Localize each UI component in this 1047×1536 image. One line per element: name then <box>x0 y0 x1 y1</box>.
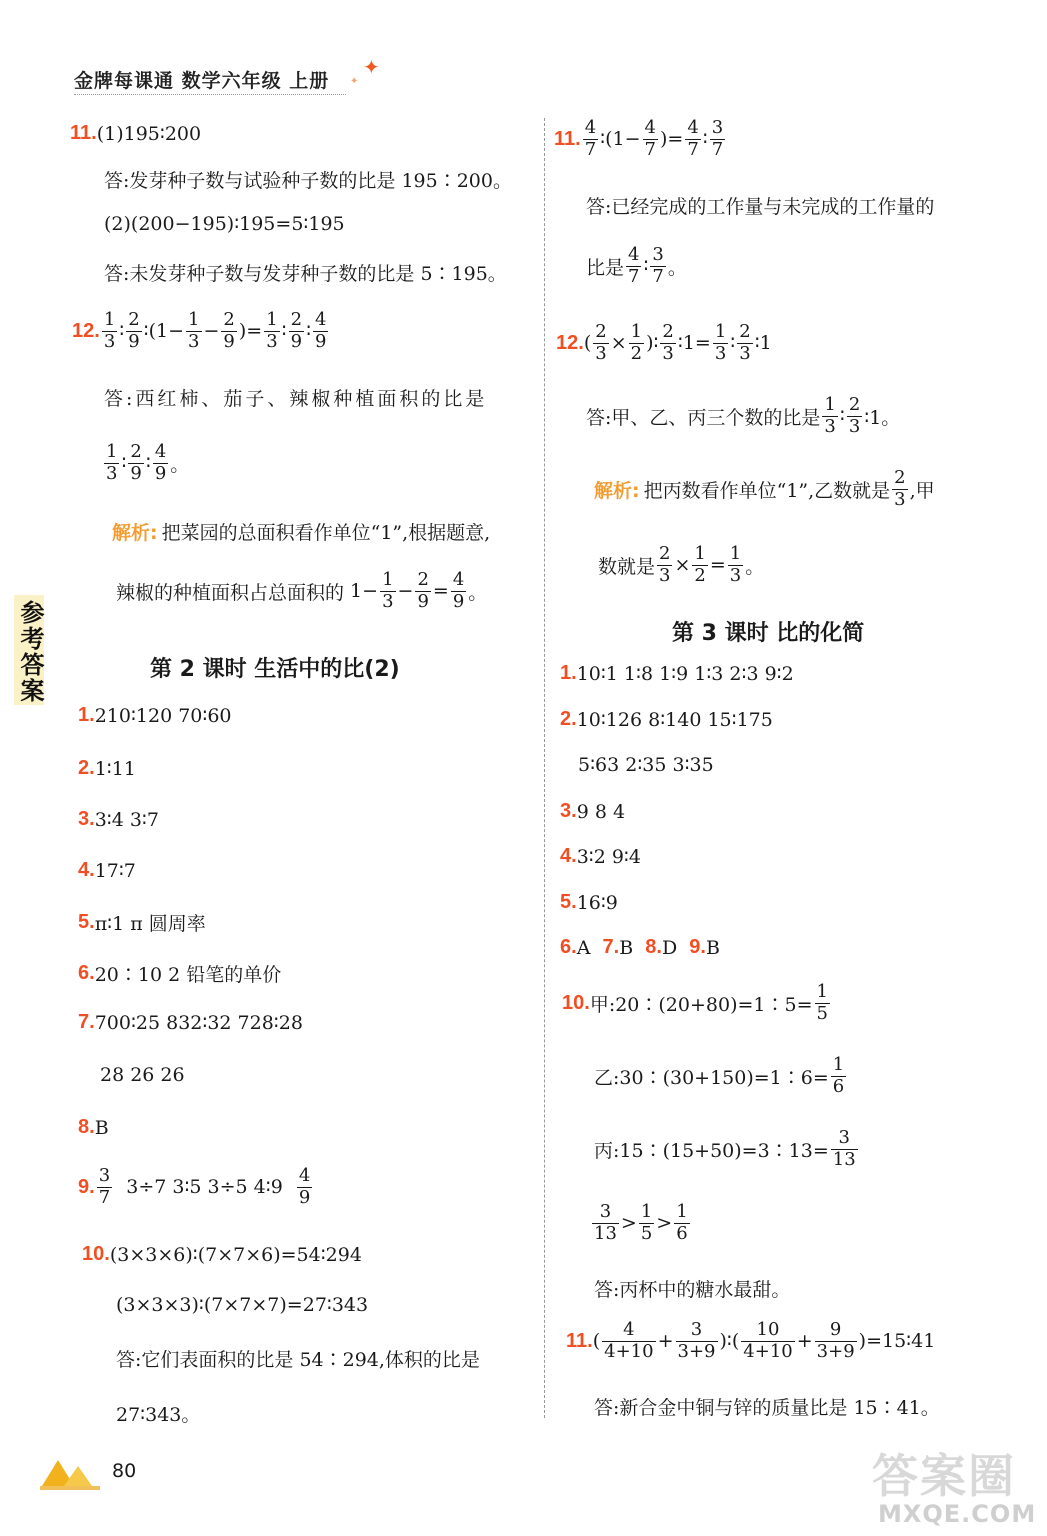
right-q12-analysis2: 数就是 2 3 × 1 2 = 1 3 。 <box>598 543 765 586</box>
fraction: 2 3 <box>894 467 906 510</box>
fraction: 2 9 <box>128 309 140 352</box>
fraction: 1 3 <box>382 569 394 612</box>
section-title-lesson3: 第 3 课时 比的化简 <box>672 621 865 646</box>
sparkle-icon: ✦ <box>363 55 380 79</box>
left-item-4: 4. 17∶7 <box>78 859 136 882</box>
right-item-2: 2. 10∶126 8∶140 15∶175 <box>560 708 773 731</box>
fraction: 3 7 <box>98 1165 111 1208</box>
small-sparkle-icon: ✦ <box>350 76 359 87</box>
fraction: 1 3 <box>103 309 116 352</box>
fraction: 4 9 <box>315 309 327 352</box>
header-underline <box>74 94 346 95</box>
fraction: 1 5 <box>640 1201 653 1244</box>
fraction: 1 3 <box>714 321 727 364</box>
fraction: 1 2 <box>694 543 706 586</box>
right-q11-answer2: 比是 4 7 ∶ 3 7 。 <box>586 244 687 287</box>
fraction: 2 3 <box>659 543 671 586</box>
left-item-10b: (3×3×3)∶(7×7×7)=27∶343 <box>116 1294 369 1316</box>
right-q11-answer: 答:已经完成的工作量与未完成的工作量的 <box>586 196 935 218</box>
fraction: 3 7 <box>711 117 724 160</box>
fraction: 2 3 <box>662 321 674 364</box>
left-q12-equation: 12. 1 3 ∶ 2 9 ∶(1− 1 3 − 2 9 )= 1 3 ∶ 2 9 ∶ 4 9 <box>72 309 327 352</box>
column-divider <box>544 118 545 1418</box>
fraction: 3 13 <box>594 1201 617 1244</box>
left-q12-answer: 答:西红柿、茄子、辣椒种植面积的比是 <box>104 388 488 410</box>
right-item-10b: 乙:30∶(30+150)=1∶6= $\frac{1}{6}$ <box>594 1054 845 1097</box>
side-label: 参考答案 <box>16 600 44 704</box>
left-q11-line3: (2)(200−195)∶195=5∶195 <box>104 213 345 235</box>
fraction: 1 3 <box>106 441 118 484</box>
fraction: 1 3 <box>729 543 742 586</box>
fraction: 3 7 <box>652 244 664 287</box>
fraction: 2 9 <box>223 309 235 352</box>
fraction: 4 7 <box>584 117 597 160</box>
left-item-7: 7. 700∶25 832∶32 728∶28 <box>78 1011 303 1034</box>
book-title: 金牌每课通 数学六年级 上册 <box>74 70 330 92</box>
left-item-2: 2. 1∶11 <box>78 757 136 780</box>
right-item-3: 3. 9 8 4 <box>560 800 626 823</box>
left-q11-line1: 11. (1)195∶200 <box>70 122 202 145</box>
right-item-10d: 3 13 > 1 5 > 1 6 <box>594 1201 688 1244</box>
left-item-8: 8. B <box>78 1116 109 1139</box>
fraction: 4 7 <box>644 117 656 160</box>
right-item-11-equation: 11. ( 4 4+10 + 3 3+9 )∶( 10 4+10 + 9 3+9 )=15∶41 <box>566 1319 936 1362</box>
fraction: 4 9 <box>298 1165 311 1208</box>
fraction: 9 3+9 <box>816 1319 855 1362</box>
fraction: 4 4+10 <box>604 1319 654 1362</box>
right-item-5: 5. 16∶9 <box>560 891 618 914</box>
mountain-icon-small <box>64 1466 92 1486</box>
left-item-7b: 28 26 26 <box>100 1064 185 1086</box>
section-title-lesson2: 第 2 课时 生活中的比(2) <box>150 657 400 682</box>
right-item-4: 4. 3∶2 9∶4 <box>560 845 641 868</box>
fraction: 2 9 <box>290 309 303 352</box>
right-q12-equation: 12. ( 2 3 × 1 2 )∶ 2 3 ∶1= 1 3 ∶ 2 3 ∶1 <box>556 321 772 364</box>
fraction: 4 7 <box>628 244 640 287</box>
right-item-10e: 答:丙杯中的糖水最甜。 <box>594 1279 791 1301</box>
watermark-url: MXQE.COM <box>878 1500 1037 1528</box>
right-item-10c: 丙:15∶(15+50)=3∶13= $\frac{3}{13}$ <box>594 1127 856 1170</box>
fraction: 2 3 <box>848 394 861 437</box>
fraction: $\frac{1}{6}$ <box>832 1054 845 1097</box>
left-q12-analysis2: 辣椒的种植面积占总面积的 1− 1 3 − 2 9 = 4 9 。 <box>116 569 488 612</box>
fraction: 4 9 <box>154 441 167 484</box>
fraction: 1 3 <box>824 394 836 437</box>
fraction: 1 3 <box>266 309 278 352</box>
fraction: 2 3 <box>595 321 607 364</box>
right-item-10a: 10. 甲:20∶(20+80)=1∶5= $\frac{1}{5}$ <box>562 981 828 1024</box>
right-q12-answer: 答:甲、乙、丙三个数的比是 1 3 ∶ 2 3 ∶1。 <box>586 394 901 437</box>
watermark-logo: 答案圈 <box>872 1449 1016 1503</box>
left-item-10c: 答:它们表面积的比是 54∶294,体积的比是 <box>116 1349 480 1371</box>
left-item-10d: 27∶343。 <box>116 1404 201 1426</box>
left-item-5: 5. π∶1 π 圆周率 <box>78 911 206 935</box>
fraction: 2 3 <box>739 321 751 364</box>
left-q11-answer1: 答:发芽种子数与试验种子数的比是 195∶200。 <box>104 170 512 192</box>
fraction: 1 3 <box>188 309 200 352</box>
left-item-10a: 10. (3×3×6)∶(7×7×6)=54∶294 <box>82 1243 362 1266</box>
fraction: 1 6 <box>676 1201 688 1244</box>
left-item-3: 3. 3∶4 3∶7 <box>78 808 159 831</box>
left-item-9: 9. 3 7 3÷7 3∶5 3÷5 4∶9 4 9 <box>78 1165 311 1208</box>
mountain-base <box>40 1486 100 1490</box>
fraction: 3 3+9 <box>677 1319 716 1362</box>
left-q12-ratio: 1 3 ∶ 2 9 ∶ 4 9 。 <box>106 441 190 484</box>
fraction: $\frac{1}{5}$ <box>816 981 828 1024</box>
left-item-1: 1. 210∶120 70∶60 <box>78 704 232 727</box>
fraction: 2 9 <box>130 441 142 484</box>
left-q12-analysis1: 解析: 把菜园的总面积看作单位“1”,根据题意, <box>112 522 491 544</box>
fraction: $\frac{3}{13}$ <box>832 1127 856 1170</box>
right-item-1: 1. 10∶1 1∶8 1∶9 1∶3 2∶3 9∶2 <box>560 662 794 685</box>
fraction: 1 2 <box>630 321 643 364</box>
fraction: 2 9 <box>417 569 429 612</box>
right-q11-equation: 11. 4 7 ∶(1− 4 7 )= 4 7 ∶ 3 7 <box>554 117 724 160</box>
left-q11-answer2: 答:未发芽种子数与发芽种子数的比是 5∶195。 <box>104 263 507 285</box>
left-item-6: 6. 20∶10 2 铅笔的单价 <box>78 962 282 986</box>
right-item-11-answer: 答:新合金中铜与锌的质量比是 15∶41。 <box>594 1397 940 1419</box>
fraction: 10 4+10 <box>743 1319 793 1362</box>
page-number: 80 <box>112 1460 137 1482</box>
fraction: 4 9 <box>452 569 465 612</box>
fraction: 4 7 <box>687 117 699 160</box>
right-items-6-9: 6. A 7. B 8. D 9. B <box>560 936 720 959</box>
right-item-2b: 5∶63 2∶35 3∶35 <box>578 754 714 776</box>
right-q12-analysis1: 解析: 把丙数看作单位“1”,乙数就是 2 3 ,甲 <box>594 467 935 510</box>
